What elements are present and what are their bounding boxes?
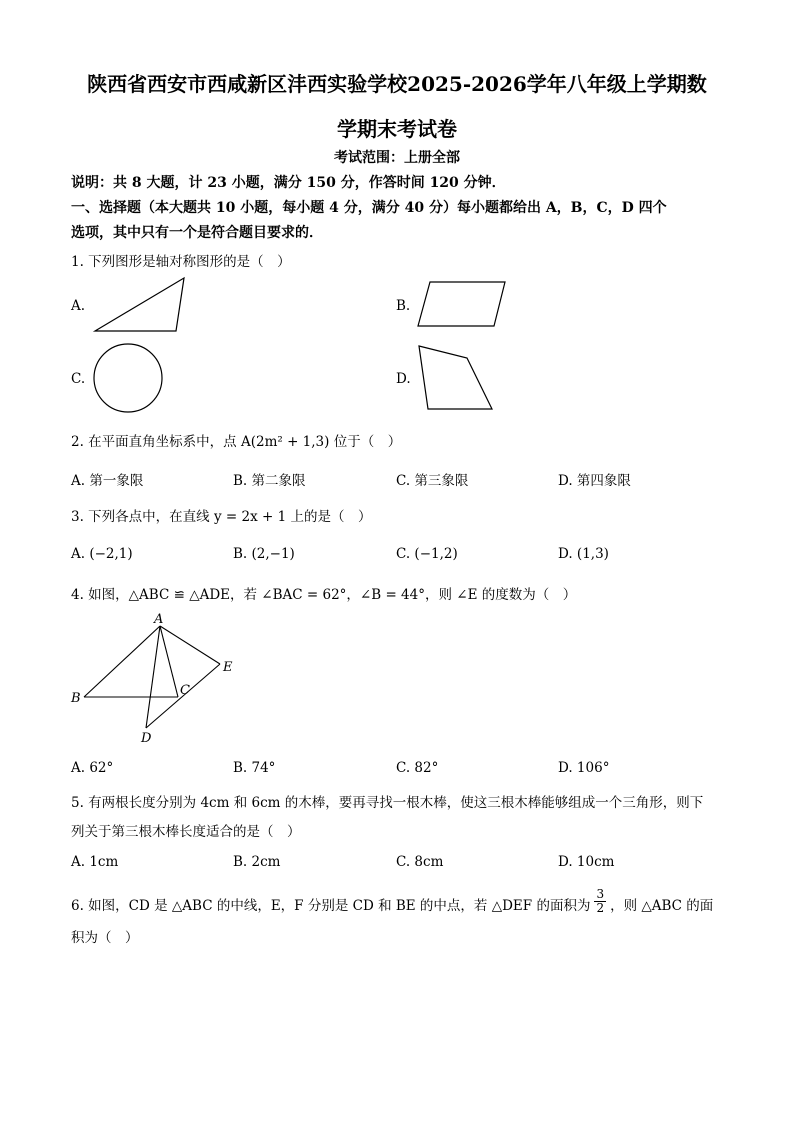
question-1-stem: 1. 下列图形是轴对称图形的是（ ） [71,254,291,270]
q2-option-c: C. 第三象限 [396,473,469,489]
section-1-instruction: 一、选择题（本大题共 10 小题，每小题 4 分，满分 40 分）每小题都给出 A，B，C，D 四个 [71,200,667,216]
q4-segment-ae [160,626,220,664]
question-2-stem: 2. 在平面直角坐标系中，点 A(2m² + 1,3) 位于（ ） [71,434,402,450]
q4-option-b: B. 74° [233,760,276,776]
q4-label-c: C [180,683,190,698]
q4-label-d: D [141,731,152,746]
q6-fraction [594,888,606,915]
q4-option-d: D. 106° [558,760,610,776]
page-title: 陕西省西安市西咸新区沣西实验学校2025-2026学年八年级上学期数 [87,72,707,96]
q2-option-d: D. 第四象限 [558,473,631,489]
section-1-instruction-line2: 选项，其中只有一个是符合题目要求的． [71,225,323,241]
q4-label-e: E [223,660,233,675]
q3-option-b: B. (2,−1) [233,546,295,562]
q4-segment-ac [160,626,178,697]
question-6-stem-line2: 积为（ ） [71,930,139,946]
q3-option-c: C. (−1,2) [396,546,458,562]
q4-label-a: A [154,612,164,627]
q3-option-a: A. (−2,1) [71,546,133,562]
q4-segment-ad [146,626,160,728]
q6-fraction-numerator: 3 [596,887,605,901]
question-5-stem: 5. 有两根长度分别为 4cm 和 6cm 的木棒，要再寻找一根木棒，使这三根木棒能够组成一个三角形，则下 [71,795,704,811]
q5-option-d: D. 10cm [558,854,615,870]
q4-segment-ab [84,626,160,697]
q4-option-a: A. 62° [71,760,114,776]
q5-option-a: A. 1cm [71,854,119,870]
q6-stem-part1: 6. 如图，CD 是 △ABC 的中线，E，F 分别是 CD 和 BE 的中点，若 △DEF 的面积为 [71,897,591,914]
exam-scope: 考试范围：上册全部 [334,150,460,166]
q6-stem-part2: ，则 △ABC 的面 [610,897,714,914]
q1-option-a-label: A. [71,298,86,314]
q4-option-c: C. 82° [396,760,439,776]
question-4-stem: 4. 如图，△ABC ≌ △ADE，若 ∠BAC = 62°，∠B = 44°，则 ∠E 的度数为（ ） [71,587,577,603]
q1-option-d-label: D. [396,371,411,387]
q1-option-c-label: C. [71,371,86,387]
q5-option-c: C. 8cm [396,854,444,870]
q3-option-d: D. (1,3) [558,546,609,562]
q1-option-b-label: B. [396,298,411,314]
q4-label-b: B [71,691,81,706]
page-title-line2: 学期末考试卷 [337,117,457,141]
exam-note: 说明：共 8 大题，计 23 小题，满分 150 分，作答时间 120 分钟． [71,175,506,191]
q5-option-b: B. 2cm [233,854,281,870]
q2-option-b: B. 第二象限 [233,473,306,489]
question-3-stem: 3. 下列各点中，在直线 y = 2x + 1 上的是（ ） [71,509,372,525]
q2-option-a: A. 第一象限 [71,473,144,489]
question-6-stem [71,887,714,917]
question-5-stem-line2: 列关于第三根木棒长度适合的是（ ） [71,824,301,840]
q6-fraction-denominator: 2 [596,901,605,915]
